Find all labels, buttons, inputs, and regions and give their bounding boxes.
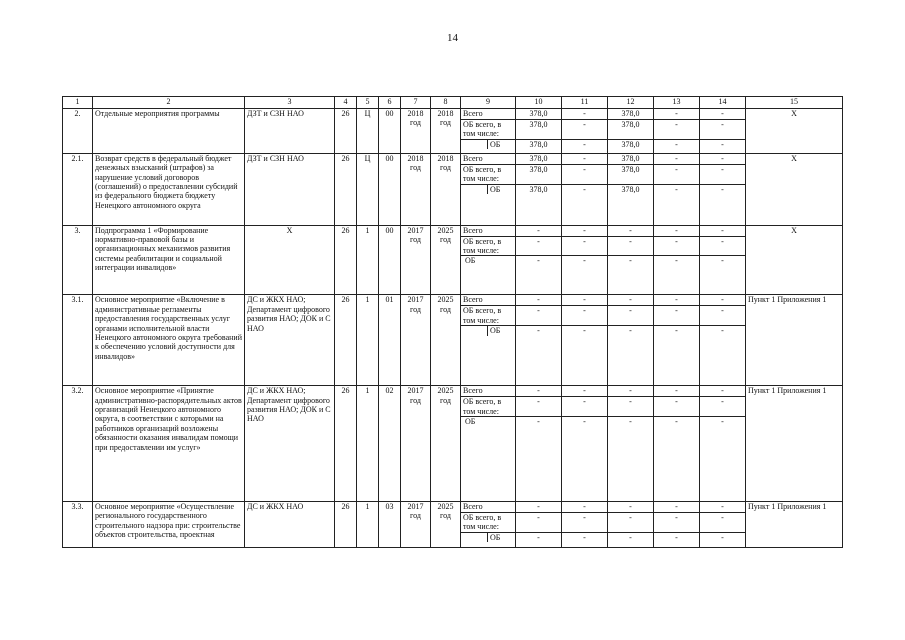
amount-cell: 378,0 xyxy=(516,153,562,164)
col-header: 8 xyxy=(431,97,461,109)
funding-source-split xyxy=(463,326,513,335)
amount-cell: - xyxy=(516,502,562,513)
code-cell: 26 xyxy=(335,295,357,386)
note-cell: Пункт 1 Приложения 1 xyxy=(746,295,843,386)
executor-cell: ДС и ЖКХ НАО; Департамент цифрового развития НАО; ДОК и С НАО xyxy=(245,386,335,502)
funding-source-indent xyxy=(463,140,487,149)
code-cell: 1 xyxy=(357,502,379,548)
note-cell: Х xyxy=(746,225,843,295)
funding-source-cell: Всего xyxy=(461,109,516,120)
page-number: 14 xyxy=(447,32,458,44)
note-cell: Пункт 1 Приложения 1 xyxy=(746,502,843,548)
funding-source-split xyxy=(463,417,513,426)
funding-source-cell: ОБ всего, в том числе: xyxy=(461,397,516,417)
table-row xyxy=(63,502,843,513)
amount-cell: - xyxy=(654,386,700,397)
amount-cell: 378,0 xyxy=(516,139,562,153)
amount-cell: - xyxy=(700,153,746,164)
col-header: 1 xyxy=(63,97,93,109)
table-row xyxy=(63,109,843,120)
amount-cell: - xyxy=(608,326,654,386)
amount-cell: - xyxy=(654,532,700,547)
col-header: 14 xyxy=(700,97,746,109)
amount-cell: - xyxy=(654,502,700,513)
amount-cell: - xyxy=(562,326,608,386)
amount-cell: - xyxy=(516,225,562,236)
funding-source-cell: ОБ всего, в том числе: xyxy=(461,306,516,326)
amount-cell: - xyxy=(700,236,746,256)
amount-cell: - xyxy=(562,236,608,256)
code-cell: 1 xyxy=(357,386,379,502)
funding-source-cell: Всего xyxy=(461,295,516,306)
code-cell: 03 xyxy=(379,502,401,548)
amount-cell: 378,0 xyxy=(608,153,654,164)
code-cell: Ц xyxy=(357,153,379,225)
funding-source-label: ОБ xyxy=(465,417,476,427)
amount-cell: 378,0 xyxy=(608,164,654,184)
amount-cell: - xyxy=(608,295,654,306)
table-row xyxy=(63,153,843,164)
funding-source-cell xyxy=(461,417,516,502)
col-header: 5 xyxy=(357,97,379,109)
amount-cell: - xyxy=(516,417,562,502)
col-header: 13 xyxy=(654,97,700,109)
funding-source-label: ОБ xyxy=(487,185,513,194)
amount-cell: - xyxy=(654,164,700,184)
amount-cell: - xyxy=(700,295,746,306)
funding-source-split xyxy=(463,185,513,194)
amount-cell: - xyxy=(700,306,746,326)
amount-cell: 378,0 xyxy=(516,109,562,120)
funding-source-cell xyxy=(461,326,516,386)
amount-cell: - xyxy=(516,295,562,306)
funding-source-cell: ОБ всего, в том числе: xyxy=(461,120,516,140)
amount-cell: - xyxy=(700,164,746,184)
code-cell: 26 xyxy=(335,502,357,548)
note-cell: Пункт 1 Приложения 1 xyxy=(746,386,843,502)
col-header: 2 xyxy=(93,97,245,109)
amount-cell: - xyxy=(562,386,608,397)
code-cell: Ц xyxy=(357,109,379,154)
activity-name-cell: Возврат средств в федеральный бюджет денежных взысканий (штрафов) за нарушение условий договоров (соглашений) о предоставлении субсидий из федерального бюджета бюджету Ненецкого автономного округа xyxy=(93,153,245,225)
amount-cell: - xyxy=(700,326,746,386)
amount-cell: - xyxy=(608,306,654,326)
executor-cell: Х xyxy=(245,225,335,295)
row-number-cell: 2. xyxy=(63,109,93,154)
amount-cell: - xyxy=(700,397,746,417)
start-year-cell: 2018 год xyxy=(401,109,431,154)
activity-name-cell: Основное мероприятие «Осуществление регионального государственного строительного надзора при: строительстве объектов строительства, проектная xyxy=(93,502,245,548)
amount-cell: - xyxy=(654,306,700,326)
funding-source-label: ОБ xyxy=(487,533,513,542)
table-row xyxy=(63,295,843,306)
start-year-cell: 2018 год xyxy=(401,153,431,225)
amount-cell: - xyxy=(700,256,746,295)
amount-cell: 378,0 xyxy=(516,164,562,184)
col-header: 12 xyxy=(608,97,654,109)
amount-cell: - xyxy=(608,502,654,513)
funding-source-label: ОБ xyxy=(487,140,513,149)
funding-source-label: ОБ xyxy=(465,256,476,266)
code-cell: 1 xyxy=(357,225,379,295)
amount-cell: - xyxy=(608,513,654,533)
executor-cell: ДЗТ и СЗН НАО xyxy=(245,153,335,225)
amount-cell: - xyxy=(562,184,608,225)
code-cell: 1 xyxy=(357,295,379,386)
amount-cell: - xyxy=(654,184,700,225)
funding-source-cell: Всего xyxy=(461,502,516,513)
amount-cell: - xyxy=(608,225,654,236)
amount-cell: - xyxy=(562,153,608,164)
amount-cell: 378,0 xyxy=(608,109,654,120)
amount-cell: - xyxy=(562,295,608,306)
col-header: 9 xyxy=(461,97,516,109)
funding-source-cell xyxy=(461,256,516,295)
amount-cell: - xyxy=(562,306,608,326)
amount-cell: - xyxy=(700,386,746,397)
amount-cell: - xyxy=(608,397,654,417)
code-cell: 26 xyxy=(335,153,357,225)
amount-cell: - xyxy=(700,120,746,140)
code-cell: 26 xyxy=(335,386,357,502)
amount-cell: - xyxy=(562,502,608,513)
code-cell: 01 xyxy=(379,295,401,386)
amount-cell: - xyxy=(516,236,562,256)
start-year-cell: 2017 год xyxy=(401,502,431,548)
amount-cell: - xyxy=(700,502,746,513)
col-header: 15 xyxy=(746,97,843,109)
table-row xyxy=(63,225,843,236)
amount-cell: - xyxy=(562,397,608,417)
end-year-cell: 2025 год xyxy=(431,502,461,548)
funding-source-cell xyxy=(461,139,516,153)
amount-cell: - xyxy=(562,120,608,140)
note-cell: Х xyxy=(746,153,843,225)
start-year-cell: 2017 год xyxy=(401,225,431,295)
amount-cell: - xyxy=(700,513,746,533)
activity-name-cell: Основное мероприятие «Принятие административно-распорядительных актов организаций Ненецкого автономного округа, в соответствии с которыми на работников организаций возложены обязанности оказания инвалидам помощи при предоставлении им услуг» xyxy=(93,386,245,502)
funding-source-cell: ОБ всего, в том числе: xyxy=(461,513,516,533)
amount-cell: - xyxy=(700,532,746,547)
amount-cell: - xyxy=(516,256,562,295)
amount-cell: - xyxy=(516,386,562,397)
col-header: 6 xyxy=(379,97,401,109)
amount-cell: - xyxy=(654,326,700,386)
executor-cell: ДС и ЖКХ НАО xyxy=(245,502,335,548)
col-header: 7 xyxy=(401,97,431,109)
col-header: 3 xyxy=(245,97,335,109)
amount-cell: - xyxy=(654,513,700,533)
amount-cell: - xyxy=(608,532,654,547)
funding-source-cell xyxy=(461,532,516,547)
amount-cell: - xyxy=(608,256,654,295)
amount-cell: - xyxy=(562,225,608,236)
activity-name-cell: Подпрограмма 1 «Формирование нормативно-правовой базы и организационных механизмов развития системы реабилитации и социальной интеграции инвалидов» xyxy=(93,225,245,295)
amount-cell: - xyxy=(516,513,562,533)
code-cell: 00 xyxy=(379,153,401,225)
amount-cell: - xyxy=(700,417,746,502)
row-number-cell: 2.1. xyxy=(63,153,93,225)
program-activities-table xyxy=(62,96,843,548)
funding-source-cell: ОБ всего, в том числе: xyxy=(461,164,516,184)
executor-cell: ДС и ЖКХ НАО; Департамент цифрового развития НАО; ДОК и С НАО xyxy=(245,295,335,386)
amount-cell: 378,0 xyxy=(516,120,562,140)
col-header: 11 xyxy=(562,97,608,109)
amount-cell: - xyxy=(654,397,700,417)
code-cell: 00 xyxy=(379,109,401,154)
amount-cell: - xyxy=(562,532,608,547)
end-year-cell: 2025 год xyxy=(431,225,461,295)
amount-cell: - xyxy=(562,417,608,502)
amount-cell: - xyxy=(700,139,746,153)
amount-cell: - xyxy=(654,139,700,153)
funding-source-split xyxy=(463,256,513,265)
note-cell: Х xyxy=(746,109,843,154)
funding-source-cell xyxy=(461,184,516,225)
amount-cell: - xyxy=(700,109,746,120)
column-number-row xyxy=(63,97,843,109)
amount-cell: 378,0 xyxy=(608,120,654,140)
amount-cell: - xyxy=(562,164,608,184)
start-year-cell: 2017 год xyxy=(401,386,431,502)
amount-cell: - xyxy=(562,513,608,533)
code-cell: 00 xyxy=(379,225,401,295)
amount-cell: - xyxy=(516,397,562,417)
amount-cell: - xyxy=(654,120,700,140)
row-number-cell: 3.3. xyxy=(63,502,93,548)
col-header: 10 xyxy=(516,97,562,109)
col-header: 4 xyxy=(335,97,357,109)
amount-cell: - xyxy=(516,306,562,326)
amount-cell: - xyxy=(654,295,700,306)
activity-name-cell: Основное мероприятие «Включение в административные регламенты предоставления государственных услуг органами исполнительной власти Ненецкого автономного округа требований к обеспечению условий доступности для инвалидов» xyxy=(93,295,245,386)
amount-cell: - xyxy=(654,225,700,236)
funding-source-split xyxy=(463,533,513,542)
code-cell: 26 xyxy=(335,109,357,154)
amount-cell: - xyxy=(516,532,562,547)
funding-source-split xyxy=(463,140,513,149)
amount-cell: - xyxy=(654,153,700,164)
end-year-cell: 2025 год xyxy=(431,386,461,502)
amount-cell: 378,0 xyxy=(608,184,654,225)
amount-cell: - xyxy=(608,386,654,397)
amount-cell: - xyxy=(608,236,654,256)
funding-source-cell: Всего xyxy=(461,225,516,236)
amount-cell: - xyxy=(654,417,700,502)
executor-cell: ДЗТ и СЗН НАО xyxy=(245,109,335,154)
funding-source-cell: Всего xyxy=(461,386,516,397)
amount-cell: - xyxy=(654,109,700,120)
end-year-cell: 2018 год xyxy=(431,153,461,225)
amount-cell: - xyxy=(562,109,608,120)
amount-cell: - xyxy=(608,417,654,502)
amount-cell: - xyxy=(654,236,700,256)
start-year-cell: 2017 год xyxy=(401,295,431,386)
activity-name-cell: Отдельные мероприятия программы xyxy=(93,109,245,154)
amount-cell: - xyxy=(562,256,608,295)
amount-cell: - xyxy=(700,225,746,236)
funding-source-indent xyxy=(463,185,487,194)
end-year-cell: 2018 год xyxy=(431,109,461,154)
row-number-cell: 3.1. xyxy=(63,295,93,386)
row-number-cell: 3. xyxy=(63,225,93,295)
funding-source-indent xyxy=(463,326,487,335)
amount-cell: - xyxy=(516,326,562,386)
amount-cell: - xyxy=(562,139,608,153)
funding-source-cell: Всего xyxy=(461,153,516,164)
amount-cell: 378,0 xyxy=(516,184,562,225)
end-year-cell: 2025 год xyxy=(431,295,461,386)
code-cell: 26 xyxy=(335,225,357,295)
funding-source-label: ОБ xyxy=(487,326,513,335)
amount-cell: - xyxy=(654,256,700,295)
amount-cell: - xyxy=(700,184,746,225)
table-row xyxy=(63,386,843,397)
amount-cell: 378,0 xyxy=(608,139,654,153)
row-number-cell: 3.2. xyxy=(63,386,93,502)
funding-source-cell: ОБ всего, в том числе: xyxy=(461,236,516,256)
code-cell: 02 xyxy=(379,386,401,502)
funding-source-indent xyxy=(463,533,487,542)
